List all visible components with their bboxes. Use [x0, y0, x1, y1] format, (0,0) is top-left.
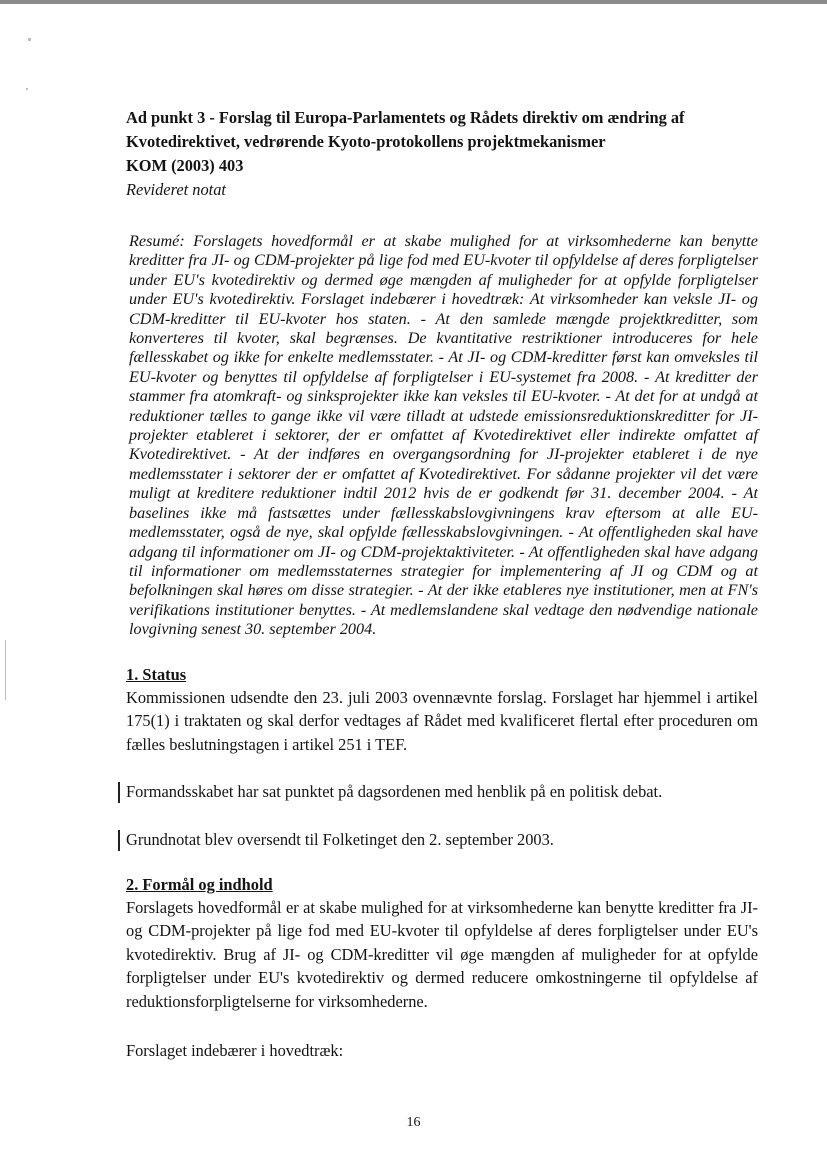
title-line-2: Kvotedirektivet, vedrørende Kyoto-protokollens projektmekanismer — [126, 132, 606, 151]
status-note-formandsskab — [126, 780, 758, 804]
resume-paragraph: Resumé: Forslagets hovedformål er at skabe mulighed for at virksomhederne kan benytte kreditter fra JI- og CDM-projekter på lige fod med EU-kvoter til opfyldelse af deres forpligtelser under EU's kvotedirektiv og dermed øge mængden af muligheder for at opfylde forpligtelser under EU's kvotedirektiv. Forslaget indebærer i hovedtræk: At virksomheder kan veksle JI- og CDM-kreditter til EU-kvoter hos staten. - At den samlede mængde projektkreditter, som konverteres til kvoter, skal begrænses. De kvantitative restriktioner introduceres for hele fællesskabet og ikke for enkelte medlemsstater. - At JI- og CDM-kreditter først kan omveksles til EU-kvoter og benyttes til opfyldelse af forpligtelser i EU-systemet fra 2008. - At kreditter der stammer fra atomkraft- og sinksprojekter ikke kan veksles til EU-kvoter. - At det for at undgå at reduktioner tælles to gange ikke vil være tilladt at udstede emissionsreduktionskreditter for JI-projekter etableret i sektorer, der er omfattet af Kvotedirektivet eller indirekte omfattet af Kvotedirektivet. - At der indføres en overgangsordning for JI-projekter etableret i de nye medlemsstater i sektorer der er omfattet af Kvotedirektivet. For sådanne projekter vil det være muligt at kreditere reduktioner indtil 2012 hvis de er godkendt før 31. december 2004. - At baselines ikke må fastsættes under fællesskabslovgivningens krav eftersom at alle EU-medlemsstater, også de nye, skal opfylde fællesskabslovgivningen. - At offentligheden skal have adgang til informationer om JI- og CDM-projektaktiviteter. - At offentligheden skal have adgang til informationer om medlemsstaternes strategier for implementering af JI og CDM og at befolkningen skal høres om disse strategier. - At der ikke etableres nye institutioner, men at FN's verifikations institutioner benyttes. - At medlemslandene skal vedtage den nødvendige nationale lovgivning senest 30. september 2004. — [129, 232, 758, 639]
scan-dot — [28, 38, 31, 41]
kom-reference: KOM (2003) 403 — [126, 156, 244, 175]
scan-dot — [26, 88, 28, 90]
purpose-paragraph: Forslagets hovedformål er at skabe mulighed for at virksomhederne kan benytte kreditter fra JI- og CDM-projekter på lige fod med EU-kvoter til opfyldelse af deres forpligtelser under EU's kvotedirektiv. Brug af JI- og CDM-kreditter vil øge mængden af muligheder for at opfylde forpligtelser under EU's kvotedirektiv og dermed reducere omkostningerne til opfyldelse af reduktionsforpligtelserne for virksomhederne. — [126, 897, 758, 1011]
section-heading-purpose: 2. Formål og indhold — [126, 874, 273, 894]
page-number: 16 — [406, 1115, 421, 1130]
document-body — [126, 106, 758, 1063]
section-heading-status: 1. Status — [126, 664, 187, 684]
document-title — [126, 106, 758, 178]
status-note-grundnotat — [126, 828, 758, 852]
document-subtitle: Revideret notat — [126, 180, 226, 199]
change-bar — [118, 830, 120, 851]
status-note-1-text: Formandsskabet har sat punktet på dagsordenen med henblik på en politisk debat. — [126, 782, 663, 802]
status-note-2-text: Grundnotat blev oversendt til Folketinget den 2. september 2003. — [126, 829, 554, 849]
scan-edge-mark — [5, 640, 6, 700]
status-paragraph: Kommissionen udsendte den 23. juli 2003 ovennævnte forslag. Forslaget har hjemmel i artikel 175(1) i traktaten og skal derfor vedtages af Rådet med kvalificeret flertal efter proceduren om fælles beslutningstagen i artikel 251 i TEF. — [126, 687, 758, 754]
purpose-closing: Forslaget indebærer i hovedtræk: — [126, 1041, 344, 1061]
change-bar — [118, 782, 120, 803]
scan-top-edge — [0, 0, 827, 4]
title-line-1: Ad punkt 3 - Forslag til Europa-Parlamentets og Rådets direktiv om ændring af — [126, 108, 685, 127]
